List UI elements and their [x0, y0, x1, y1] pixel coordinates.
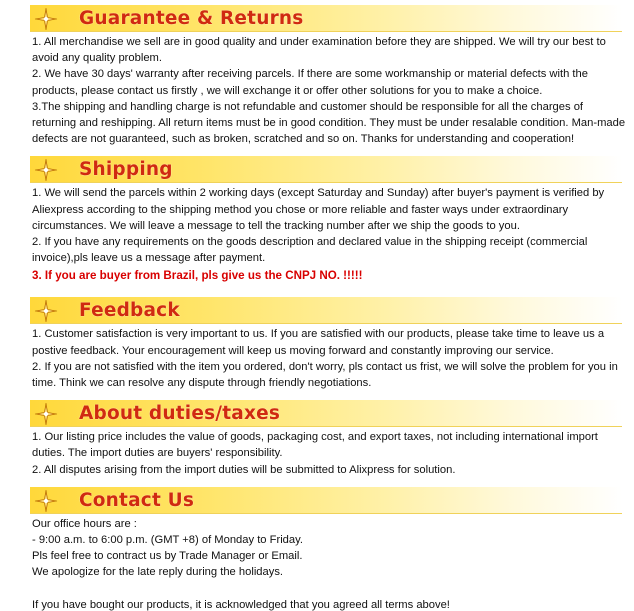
duties-paragraph-1: 1. Our listing price includes the value of goods, packaging cost, and export taxes, not including international import duties. The import duties are buyers' responsibility.: [32, 431, 598, 460]
guarantee-paragraph-1: 1. All merchandise we sell are in good quality and under examination before they are shipped. We will try our best to avoid any quality problem.: [32, 36, 606, 65]
guarantee-banner: [30, 5, 622, 32]
feedback-paragraph-1: 1. Customer satisfaction is very important to us. If you are satisfied with our products, please take time to leave us a postive feedback. Your encouragement will keep us moving forward and constantly improving our service.: [32, 328, 605, 357]
guarantee-paragraph-2: 2. We have 30 days' warranty after receiving parcels. If there are some workmanship or material defects with the products, please contact us firstly , we will exchange it or offer other solutions for you to make a choice.: [32, 68, 588, 97]
feedback-paragraph-2: 2. If you are not satisfied with the item you ordered, don't worry, pls contact us frist, we will solve the problem for you in time. Think we can resolve any dispute through friendly negotiations.: [32, 360, 618, 390]
duties-banner: [30, 400, 622, 427]
contact-section: [30, 487, 634, 611]
sparkle-star-icon: [34, 158, 58, 182]
brazil-cnpj-alert: 3. If you are buyer from Brazil, pls give us the CNPJ NO. !!!!!: [32, 269, 363, 283]
duties-section: [30, 400, 634, 478]
duties-title: About duties/taxes: [79, 403, 281, 425]
duties-body: [30, 429, 630, 478]
closing-statement: If you have bought our products, it is acknowledged that you agreed all terms above!: [32, 598, 450, 611]
guarantee-paragraph-3: 3.The shipping and handling charge is not refundable and customer should be responsible for all the charges of returning and reshipping. All return items must be in good condition. They must be under resalable condition. Man-made defects are not guaranteed, such as broken, scratched and so on. Thanks for understanding and cooperation!: [32, 100, 626, 146]
contact-title: Contact Us: [79, 489, 195, 511]
duties-paragraph-2: 2. All disputes arising from the import duties will be submitted to Alixpress for solution.: [32, 463, 456, 476]
shipping-paragraph-1: 1. We will send the parcels within 2 working days (except Saturday and Sunday) after buyer's payment is verified by Aliexpress according to the shipping method you chose or more reliable and faster ways under extraordinary circumstances. We will leave a message to tell the tracking number after we ship the goods to you.: [32, 187, 605, 232]
sparkle-star-icon: [34, 7, 58, 31]
contact-line-holidays: We apologize for the late reply during the holidays.: [32, 566, 284, 579]
shipping-section: [30, 156, 634, 285]
shipping-title: Shipping: [79, 159, 173, 181]
guarantee-body: [30, 34, 630, 147]
sparkle-star-icon: [34, 299, 58, 323]
sparkle-star-icon: [34, 402, 58, 426]
contact-banner: [30, 487, 622, 514]
shipping-body: [30, 185, 630, 285]
feedback-banner: [30, 297, 622, 324]
guarantee-title: Guarantee & Returns: [79, 8, 304, 29]
shipping-paragraph-2: 2. If you have any requirements on the goods description and declared value in the shipping receipt (commercial invoice),pls leave us a message after payment.: [32, 236, 588, 265]
contact-line-hours: - 9:00 a.m. to 6:00 p.m. (GMT +8) of Monday to Friday.: [32, 534, 303, 547]
sparkle-star-icon: [34, 489, 58, 513]
contact-body: [30, 516, 630, 611]
feedback-section: [30, 297, 634, 391]
shipping-banner: [30, 156, 622, 183]
feedback-body: [30, 326, 630, 391]
feedback-title: Feedback: [79, 300, 180, 322]
contact-line-channels: Pls feel free to contract us by Trade Manager or Email.: [32, 550, 303, 563]
guarantee-section: [30, 5, 634, 147]
contact-line-hours-heading: Our office hours are :: [32, 517, 137, 530]
